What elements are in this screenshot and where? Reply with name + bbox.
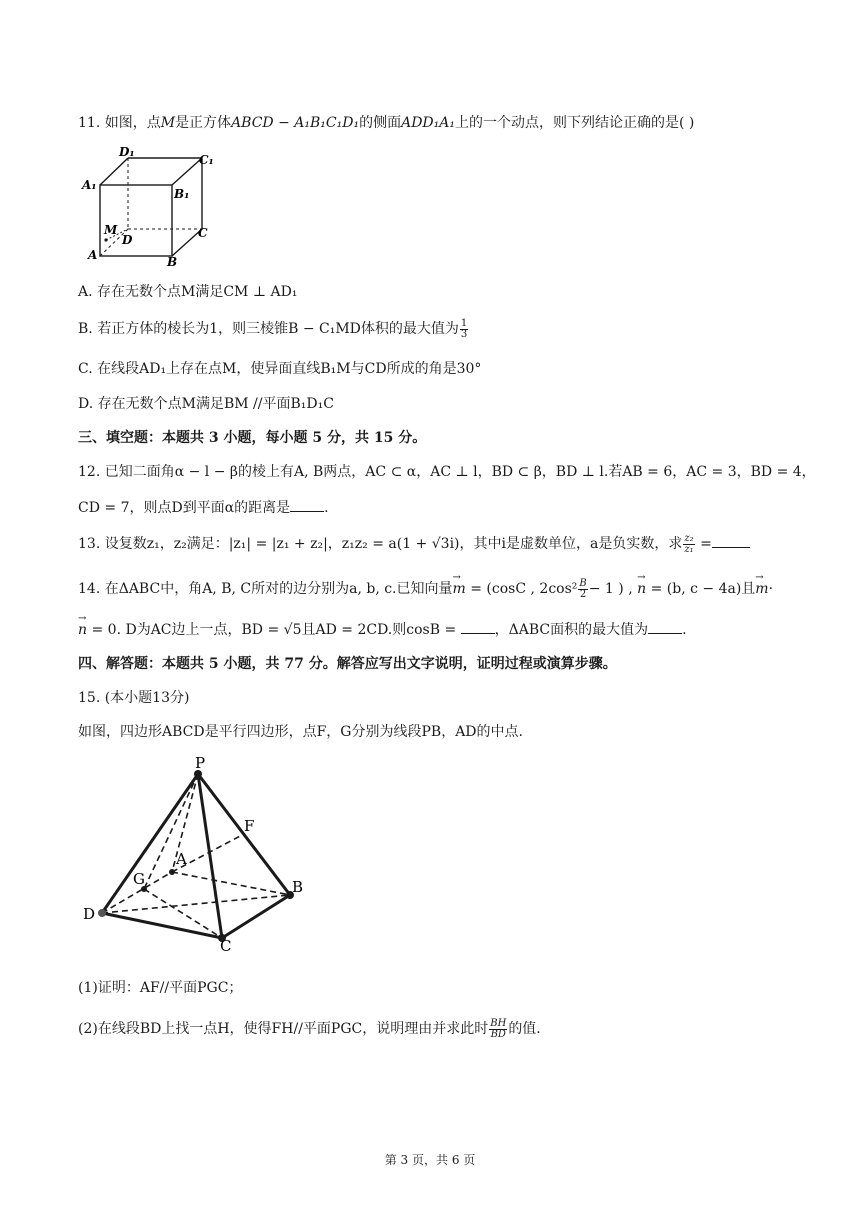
q11-option-c: C. 在线段AD₁上存在点M，使异面直线B₁M与CD所成的角是30° [78,361,482,377]
vector-n: → n [637,578,646,600]
q14-answer-blank-2 [648,621,682,634]
vector-m: → m [453,578,466,600]
q12-line-2: CD = 7，则点D到平面α的距离是 . [78,500,329,516]
cube-label-a1: A₁ [82,178,97,192]
section-4-heading: 四、解答题：本题共 5 小题，共 77 分。解答应写出文字说明，证明过程或演算步骤。 [78,656,617,672]
q14-line-1: 14. 在ΔABC中，角A, B, C所对的边分别为a, b, c.已知向量→ m = (cosC , 2cos² $\frac{B}{2}$ − 1 ) , → n = (b, c − 4a)且→ m· [78,578,773,600]
cube-label-c: C [198,226,208,240]
q14-answer-blank-1 [461,621,495,634]
q13-answer-blank [712,535,750,548]
q11-option-b: B. 若正方体的棱长为1，则三棱锥B − C₁MD体积的最大值为 $\frac{1}{3}$ [78,317,468,340]
pyramid-label-p: P [195,754,206,772]
cube-label-a: A [88,248,98,262]
pyramid-label-g: G [133,870,145,888]
pyramid-label-b: B [292,878,304,896]
vector-m-2: → m [755,578,768,600]
pyramid-label-f: F [244,817,255,835]
pyramid-label-a: A [176,850,187,868]
q11-option-b-fraction: $\frac{1}{3}$ [460,317,468,340]
q14-fraction: $\frac{B}{2}$ [579,577,587,600]
cube-label-b: B [167,255,178,267]
q13-text: 13. 设复数z₁，z₂满足：|z₁| = |z₁ + z₂|，z₁z₂ = a(1 + √3i)，其中i是虚数单位，a是负实数，求 $\frac{\text{z₂}}{\text{z₁}}$ = [78,533,750,555]
q15-fraction: $\frac{BH}{BD}$ [490,1017,507,1040]
cube-label-c1: C₁ [199,153,214,167]
q15-stem: 如图，四边形ABCD是平行四边形，点F，G分别为线段PB，AD的中点. [78,724,523,740]
pyramid-figure [78,752,318,952]
q11-option-a: A. 存在无数个点M满足CM ⊥ AD₁ [78,284,298,300]
q15-part-2: (2)在线段BD上找一点H，使得FH//平面PGC，说明理由并求此时 $\frac{BH}{BD}$ 的值. [78,1017,541,1040]
cube-label-d: D [122,233,133,247]
cube-label-m: M [104,223,118,237]
q14-line-2: → n = 0. D为AC边上一点，BD = √5且AD = 2CD.则cosB = ，ΔABC面积的最大值为 . [78,619,687,641]
page-footer: 第 3 页，共 6 页 [384,1153,476,1167]
cube-figure [78,142,218,267]
pyramid-label-d: D [83,905,96,923]
cube-label-d1: D₁ [119,145,135,159]
q13-fraction: $\frac{\text{z₂}}{\text{z₁}}$ [684,532,694,555]
q12-line-1: 12. 已知二面角α − l − β的棱上有A, B两点，AC ⊂ α，AC ⊥ l，BD ⊂ β，BD ⊥ l.若AB = 6，AC = 3，BD = 4， [78,464,816,480]
q11-stem: 11. 如图，点M是正方体ABCD − A₁B₁C₁D₁的侧面ADD₁A₁上的一个动点，则下列结论正确的是( ) [78,115,695,131]
q11-option-d: D. 存在无数个点M满足BM //平面B₁D₁C [78,396,334,412]
cube-label-b1: B₁ [174,187,190,201]
pyramid-label-c: C [220,937,232,952]
q15-part-1: (1)证明：AF//平面PGC； [78,980,243,996]
q12-answer-blank [290,499,324,512]
section-3-heading: 三、填空题：本题共 3 小题，每小题 5 分，共 15 分。 [78,430,427,446]
vector-n-2: → n [78,619,87,641]
q15-header: 15. (本小题13分) [78,690,190,706]
